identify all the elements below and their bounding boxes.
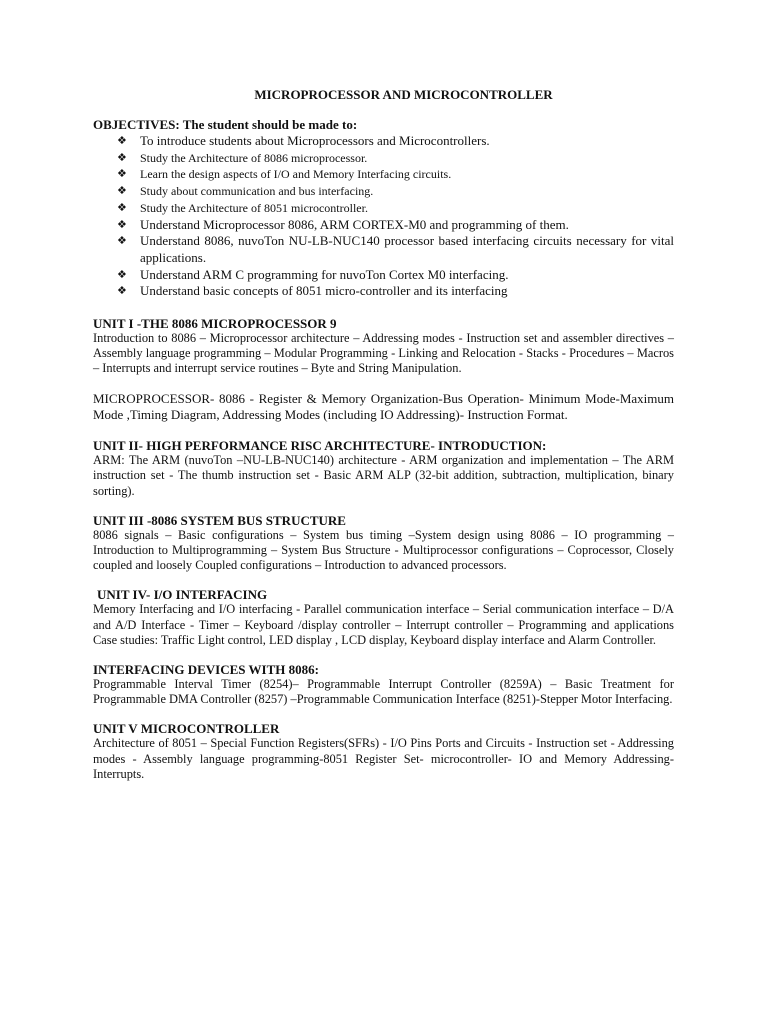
unit4-text: Memory Interfacing and I/O interfacing - Parallel communication interface – Serial communication interface – D/A and A/D Interface - Timer – Keyboard /display controller – Interrupt controller – Programming and applications Case studies: Traffic Light control, LED display , LCD display, Keyboard display interface and Alarm Controller.	[93, 602, 674, 647]
diamond-bullet-icon: ❖	[117, 217, 127, 231]
objectives-heading: OBJECTIVES: The student should be made to:	[93, 117, 358, 132]
objective-item: ❖ Learn the design aspects of I/O and Memory Interfacing circuits.	[117, 167, 452, 182]
diamond-bullet-icon: ❖	[117, 167, 127, 181]
unit3-heading: UNIT III -8086 SYSTEM BUS STRUCTURE	[93, 512, 346, 528]
objective-item: ❖ Study about communication and bus interfacing.	[117, 184, 374, 199]
diamond-bullet-icon: ❖	[117, 134, 127, 147]
diamond-bullet-icon: ❖	[117, 200, 127, 214]
unit5-text: Architecture of 8051 – Special Function Registers(SFRs) - I/O Pins Ports and Circuits - Instruction set - Addressing modes - Assembly language programming-8051 Register Set- microcontroller- IO and Memory Addressing-Interrupts.	[93, 736, 674, 781]
unit1-heading: UNIT I -THE 8086 MICROPROCESSOR 9	[93, 316, 337, 332]
objective-item: ❖ Understand basic concepts of 8051 micro-controller and its interfacing	[117, 283, 508, 299]
objectives-list	[93, 133, 674, 300]
diamond-bullet-icon: ❖	[117, 284, 127, 298]
objective-item: ❖ Study the Architecture of 8086 microprocessor.	[117, 150, 368, 165]
unit2-heading: UNIT II- HIGH PERFORMANCE RISC ARCHITECTURE- INTRODUCTION:	[93, 438, 547, 454]
unit3-text: 8086 signals – Basic configurations – System bus timing –System design using 8086 – IO programming – Introduction to Multiprogramming – System Bus Structure - Multiprocessor configurations – Coprocessor, Closely coupled and loosely Coupled configurations – Introduction to advanced processors.	[93, 527, 674, 573]
unit2-text: ARM: The ARM (nuvoTon –NU-LB-NUC140) architecture - ARM organization and implementation – The ARM instruction set - The thumb instruction set - Basic ARM ALP (32-bit addition, subtraction, multiplication, binary sorting).	[93, 453, 674, 498]
objective-item: ❖ Study the Architecture of 8051 microcontroller.	[117, 200, 368, 215]
objective-item: ❖ Understand ARM C programming for nuvoTon Cortex M0 interfacing.	[117, 266, 509, 282]
objective-item: ❖ To introduce students about Microprocessors and Microcontrollers.	[117, 133, 490, 148]
document-page	[93, 87, 674, 782]
diamond-bullet-icon: ❖	[117, 150, 127, 164]
diamond-bullet-icon: ❖	[117, 184, 127, 198]
interfacing-text: Programmable Interval Timer (8254)– Programmable Interrupt Controller (8259A) – Basic Treatment for Programmable DMA Controller (8257) –Programmable Communication Interface (8251)-Stepper Motor Interfacing.	[93, 677, 674, 707]
unit1-text: Introduction to 8086 – Microprocessor architecture – Addressing modes - Instruction set and assembler directives – Assembly language programming – Modular Programming - Linking and Relocation - Stacks - Procedures – Macros – Interrupts and interrupt service routines – Byte and String Manipulation.	[93, 331, 674, 376]
diamond-bullet-icon: ❖	[117, 234, 127, 248]
unit4-heading: UNIT IV- I/O INTERFACING	[97, 587, 268, 603]
diamond-bullet-icon: ❖	[117, 267, 127, 281]
unit5-heading: UNIT V MICROCONTROLLER	[93, 721, 280, 737]
objective-item: ❖ Understand 8086, nuvoTon NU-LB-NUC140 processor based interfacing circuits necessary for vital applications.	[117, 233, 674, 265]
interfacing-heading: INTERFACING DEVICES WITH 8086:	[93, 662, 319, 678]
unit1-text-2: MICROPROCESSOR- 8086 - Register & Memory Organization-Bus Operation- Minimum Mode-Maximum Mode ,Timing Diagram, Addressing Modes (including IO Addressing)- Instruction Format.	[93, 390, 674, 423]
objective-item: ❖ Understand Microprocessor 8086, ARM CORTEX-M0 and programming of them.	[117, 216, 569, 232]
document-title: MICROPROCESSOR AND MICROCONTROLLER	[254, 87, 553, 102]
